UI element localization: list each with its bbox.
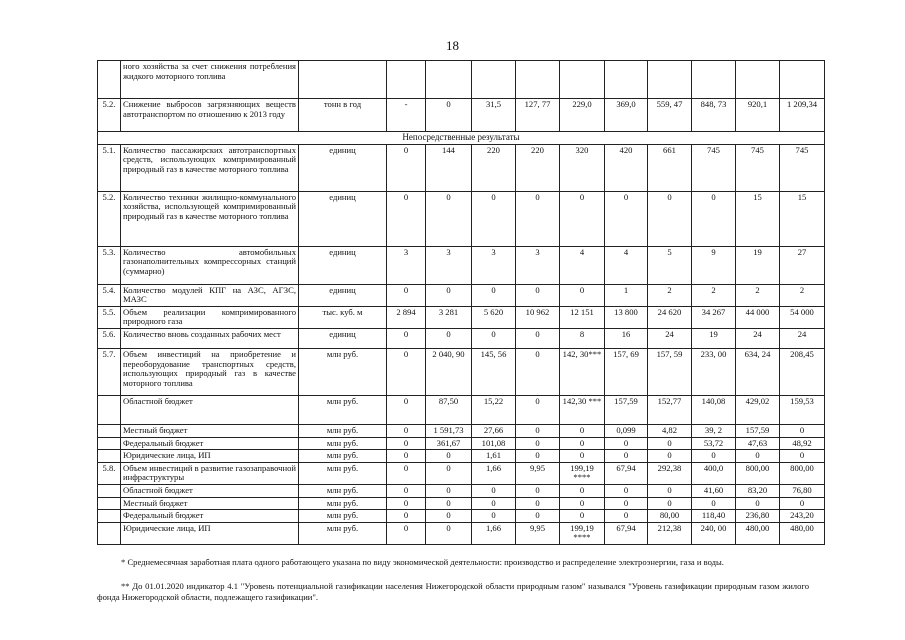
value-cell: 142,30 *** [560, 395, 605, 424]
table-row [98, 306, 825, 328]
indicator-name: Объем реализации компримированного природного газа [121, 306, 299, 328]
value-cell: 0 [516, 348, 560, 395]
value-cell: 0 [605, 484, 648, 497]
unit-cell: млн руб. [299, 424, 387, 437]
value-cell: 152,77 [648, 395, 692, 424]
value-cell: 0 [387, 424, 426, 437]
row-number: 5.2. [98, 99, 121, 132]
value-cell: 0 [387, 450, 426, 463]
row-number: 5.2. [98, 191, 121, 246]
value-cell: 4 [605, 246, 648, 284]
value-cell: 8 [560, 328, 605, 348]
value-cell [472, 61, 516, 99]
value-cell: 0 [426, 462, 472, 484]
value-cell: 16 [605, 328, 648, 348]
value-cell: 0 [516, 437, 560, 450]
value-cell: 101,08 [472, 437, 516, 450]
indicator-name: Юридические лица, ИП [121, 522, 299, 544]
value-cell [516, 61, 560, 99]
value-cell [648, 61, 692, 99]
indicator-name: Федеральный бюджет [121, 437, 299, 450]
value-cell [605, 61, 648, 99]
value-cell: 233, 00 [692, 348, 736, 395]
value-cell: 0 [387, 395, 426, 424]
value-cell: 0 [692, 497, 736, 510]
indicator-name: Местный бюджет [121, 497, 299, 510]
value-cell: 157, 59 [648, 348, 692, 395]
value-cell: 0 [736, 450, 780, 463]
value-cell: 27,66 [472, 424, 516, 437]
value-cell: 0 [516, 191, 560, 246]
row-number [98, 497, 121, 510]
table-row [98, 348, 825, 395]
value-cell [736, 61, 780, 99]
value-cell: 320 [560, 144, 605, 191]
value-cell: 920,1 [736, 99, 780, 132]
row-number [98, 522, 121, 544]
value-cell [780, 61, 825, 99]
row-number [98, 450, 121, 463]
table-row [98, 484, 825, 497]
value-cell: 3 [472, 246, 516, 284]
row-number: 5.8. [98, 462, 121, 484]
indicator-name: Снижение выбросов загрязняющих веществ автотранспортом по отношению к 2013 году [121, 99, 299, 132]
value-cell: 0 [472, 191, 516, 246]
table-row [98, 510, 825, 523]
indicator-name: Объем инвестиций на приобретение и переоборудование транспортных средств, использующих природный газ в качестве моторного топлива [121, 348, 299, 395]
value-cell: 199,19 **** [560, 522, 605, 544]
value-cell: 0 [560, 191, 605, 246]
row-number [98, 484, 121, 497]
unit-cell: млн руб. [299, 522, 387, 544]
value-cell: 19 [736, 246, 780, 284]
value-cell: 67,94 [605, 462, 648, 484]
value-cell: 0 [426, 497, 472, 510]
value-cell: 5 [648, 246, 692, 284]
value-cell: 0 [648, 191, 692, 246]
row-number [98, 395, 121, 424]
value-cell [692, 61, 736, 99]
value-cell: 0 [516, 497, 560, 510]
value-cell: 0 [426, 99, 472, 132]
row-number [98, 437, 121, 450]
value-cell: 0 [516, 284, 560, 306]
unit-cell: единиц [299, 246, 387, 284]
value-cell: 0 [426, 284, 472, 306]
footnote-1: * Среднемесячная заработная плата одного работающего указана по виду экономической деятельности: производство и распределение электроэнергии, газа и воды. [121, 557, 724, 567]
value-cell: - [387, 99, 426, 132]
value-cell: 199,19 **** [560, 462, 605, 484]
unit-cell: единиц [299, 191, 387, 246]
value-cell: 24 [648, 328, 692, 348]
value-cell: 10 962 [516, 306, 560, 328]
value-cell: 800,00 [736, 462, 780, 484]
table-row [98, 522, 825, 544]
indicator-name: Количество вновь созданных рабочих мест [121, 328, 299, 348]
value-cell: 0 [692, 450, 736, 463]
value-cell: 76,80 [780, 484, 825, 497]
value-cell: 157,59 [605, 395, 648, 424]
value-cell: 2 894 [387, 306, 426, 328]
value-cell: 24 620 [648, 306, 692, 328]
value-cell: 15 [780, 191, 825, 246]
value-cell: 0 [780, 424, 825, 437]
value-cell: 1 591,73 [426, 424, 472, 437]
value-cell: 745 [736, 144, 780, 191]
value-cell: 144 [426, 144, 472, 191]
value-cell: 47,63 [736, 437, 780, 450]
value-cell: 0 [387, 484, 426, 497]
value-cell: 0 [648, 497, 692, 510]
value-cell: 2 040, 90 [426, 348, 472, 395]
indicator-name: Количество автомобильных газонаполнительных компрессорных станций (суммарно) [121, 246, 299, 284]
value-cell: 80,00 [648, 510, 692, 523]
unit-cell: млн руб. [299, 462, 387, 484]
value-cell: 0 [472, 484, 516, 497]
table-row [98, 437, 825, 450]
value-cell [560, 61, 605, 99]
value-cell: 800,00 [780, 462, 825, 484]
value-cell: 9,95 [516, 522, 560, 544]
value-cell: 0 [472, 328, 516, 348]
value-cell: 0 [560, 437, 605, 450]
value-cell: 220 [516, 144, 560, 191]
value-cell: 0 [387, 348, 426, 395]
value-cell: 5 620 [472, 306, 516, 328]
unit-cell: тыс. куб. м [299, 306, 387, 328]
value-cell: 0 [605, 497, 648, 510]
value-cell: 634, 24 [736, 348, 780, 395]
value-cell: 848, 73 [692, 99, 736, 132]
value-cell: 9,95 [516, 462, 560, 484]
value-cell: 429,02 [736, 395, 780, 424]
value-cell: 240, 00 [692, 522, 736, 544]
value-cell: 0 [780, 497, 825, 510]
value-cell: 1,66 [472, 522, 516, 544]
indicator-name: Количество техники жилищно-коммунального хозяйства, использующей компримированный природный газ в качестве моторного топлива [121, 191, 299, 246]
unit-cell: единиц [299, 328, 387, 348]
indicator-name: Юридические лица, ИП [121, 450, 299, 463]
indicator-name: Областной бюджет [121, 484, 299, 497]
unit-cell [299, 61, 387, 99]
row-number: 5.4. [98, 284, 121, 306]
value-cell: 0 [387, 510, 426, 523]
table-row [98, 450, 825, 463]
table-row [98, 395, 825, 424]
value-cell: 9 [692, 246, 736, 284]
indicator-name: Количество модулей КПГ на АЗС, АГЗС, МАЗС [121, 284, 299, 306]
value-cell: 12 151 [560, 306, 605, 328]
table-row [98, 424, 825, 437]
value-cell: 212,38 [648, 522, 692, 544]
value-cell: 0 [560, 510, 605, 523]
value-cell: 15,22 [472, 395, 516, 424]
indicators-table [97, 60, 825, 545]
value-cell: 4,82 [648, 424, 692, 437]
indicator-name: ного хозяйства за счет снижения потребления жидкого моторного топлива [121, 61, 299, 99]
value-cell: 661 [648, 144, 692, 191]
value-cell: 24 [736, 328, 780, 348]
value-cell: 0 [387, 462, 426, 484]
table-row [98, 328, 825, 348]
value-cell: 15 [736, 191, 780, 246]
value-cell: 0 [605, 437, 648, 450]
value-cell: 0 [387, 284, 426, 306]
value-cell [426, 61, 472, 99]
value-cell: 0 [516, 450, 560, 463]
unit-cell: млн руб. [299, 395, 387, 424]
value-cell: 53,72 [692, 437, 736, 450]
value-cell: 0 [605, 191, 648, 246]
value-cell: 31,5 [472, 99, 516, 132]
value-cell: 0 [426, 328, 472, 348]
value-cell: 83,20 [736, 484, 780, 497]
value-cell: 3 281 [426, 306, 472, 328]
table-row [98, 191, 825, 246]
value-cell: 2 [736, 284, 780, 306]
value-cell: 3 [426, 246, 472, 284]
table-row [98, 61, 825, 99]
row-number [98, 61, 121, 99]
value-cell: 0 [426, 484, 472, 497]
value-cell: 745 [780, 144, 825, 191]
value-cell [387, 61, 426, 99]
footnote-2: ** До 01.01.2020 индикатор 4.1 "Уровень потенциальной газификации населения Нижегородской области природным газом" назывался "Уровень газификации природным газом жилого фонда Нижегородской области, подлежащего газификации". [97, 581, 809, 602]
value-cell: 0 [387, 522, 426, 544]
value-cell: 48,92 [780, 437, 825, 450]
unit-cell: единиц [299, 144, 387, 191]
value-cell: 0 [560, 497, 605, 510]
value-cell: 0 [560, 424, 605, 437]
value-cell: 220 [472, 144, 516, 191]
value-cell: 3 [516, 246, 560, 284]
page-number: 18 [446, 38, 459, 53]
row-number: 5.6. [98, 328, 121, 348]
value-cell: 0 [426, 522, 472, 544]
value-cell: 157,59 [736, 424, 780, 437]
value-cell: 0 [387, 497, 426, 510]
value-cell: 745 [692, 144, 736, 191]
value-cell: 87,50 [426, 395, 472, 424]
value-cell: 480,00 [736, 522, 780, 544]
unit-cell: млн руб. [299, 437, 387, 450]
value-cell: 243,20 [780, 510, 825, 523]
value-cell: 0 [780, 450, 825, 463]
value-cell: 27 [780, 246, 825, 284]
indicator-name: Областной бюджет [121, 395, 299, 424]
value-cell: 361,67 [426, 437, 472, 450]
row-number: 5.5. [98, 306, 121, 328]
value-cell: 420 [605, 144, 648, 191]
value-cell: 2 [648, 284, 692, 306]
value-cell: 1 209,34 [780, 99, 825, 132]
value-cell: 559, 47 [648, 99, 692, 132]
value-cell: 2 [692, 284, 736, 306]
value-cell: 0 [426, 191, 472, 246]
value-cell: 369,0 [605, 99, 648, 132]
value-cell: 0 [648, 450, 692, 463]
value-cell: 34 267 [692, 306, 736, 328]
unit-cell: млн руб. [299, 348, 387, 395]
unit-cell: единиц [299, 284, 387, 306]
value-cell: 0 [387, 328, 426, 348]
value-cell: 1 [605, 284, 648, 306]
table-row [98, 284, 825, 306]
value-cell: 0 [516, 424, 560, 437]
value-cell: 0 [387, 437, 426, 450]
table-row [98, 144, 825, 191]
row-number: 5.1. [98, 144, 121, 191]
indicator-name: Количество пассажирских автотранспортных средств, использующих компримированный природный газ в качестве моторного топлива [121, 144, 299, 191]
value-cell: 0 [605, 450, 648, 463]
table-row [98, 462, 825, 484]
value-cell: 54 000 [780, 306, 825, 328]
value-cell: 0 [692, 191, 736, 246]
unit-cell: млн руб. [299, 450, 387, 463]
value-cell: 44 000 [736, 306, 780, 328]
value-cell: 3 [387, 246, 426, 284]
unit-cell: тонн в год [299, 99, 387, 132]
section-row [98, 132, 825, 145]
value-cell: 41,60 [692, 484, 736, 497]
value-cell: 0 [472, 497, 516, 510]
table-row [98, 246, 825, 284]
value-cell: 24 [780, 328, 825, 348]
row-number [98, 424, 121, 437]
value-cell: 118,40 [692, 510, 736, 523]
value-cell: 145, 56 [472, 348, 516, 395]
value-cell: 0 [426, 450, 472, 463]
value-cell: 127, 77 [516, 99, 560, 132]
value-cell: 0 [516, 510, 560, 523]
value-cell: 0 [516, 484, 560, 497]
value-cell: 208,45 [780, 348, 825, 395]
value-cell: 2 [780, 284, 825, 306]
value-cell: 480,00 [780, 522, 825, 544]
value-cell: 39, 2 [692, 424, 736, 437]
indicator-name: Федеральный бюджет [121, 510, 299, 523]
unit-cell: млн руб. [299, 497, 387, 510]
value-cell: 1,61 [472, 450, 516, 463]
unit-cell: млн руб. [299, 484, 387, 497]
table-row [98, 497, 825, 510]
row-number [98, 510, 121, 523]
section-title: Непосредственные результаты [98, 132, 825, 145]
value-cell: 157, 69 [605, 348, 648, 395]
value-cell: 236,80 [736, 510, 780, 523]
value-cell: 0 [736, 497, 780, 510]
value-cell: 13 800 [605, 306, 648, 328]
value-cell: 0 [472, 284, 516, 306]
value-cell: 0 [387, 144, 426, 191]
value-cell: 0 [560, 450, 605, 463]
value-cell: 0 [516, 328, 560, 348]
value-cell: 0 [648, 437, 692, 450]
value-cell: 0 [648, 484, 692, 497]
indicator-name: Объем инвестиций в развитие газозаправочной инфраструктуры [121, 462, 299, 484]
indicator-name: Местный бюджет [121, 424, 299, 437]
value-cell: 229,0 [560, 99, 605, 132]
value-cell: 67,94 [605, 522, 648, 544]
value-cell: 19 [692, 328, 736, 348]
value-cell: 0 [605, 510, 648, 523]
value-cell: 4 [560, 246, 605, 284]
row-number: 5.3. [98, 246, 121, 284]
table-row [98, 99, 825, 132]
value-cell: 0,099 [605, 424, 648, 437]
value-cell: 0 [560, 484, 605, 497]
value-cell: 0 [472, 510, 516, 523]
value-cell: 400,0 [692, 462, 736, 484]
value-cell: 0 [516, 395, 560, 424]
value-cell: 159,53 [780, 395, 825, 424]
value-cell: 0 [387, 191, 426, 246]
value-cell: 0 [426, 510, 472, 523]
unit-cell: млн руб. [299, 510, 387, 523]
value-cell: 292,38 [648, 462, 692, 484]
value-cell: 1,66 [472, 462, 516, 484]
row-number: 5.7. [98, 348, 121, 395]
value-cell: 0 [560, 284, 605, 306]
value-cell: 140,08 [692, 395, 736, 424]
value-cell: 142, 30*** [560, 348, 605, 395]
